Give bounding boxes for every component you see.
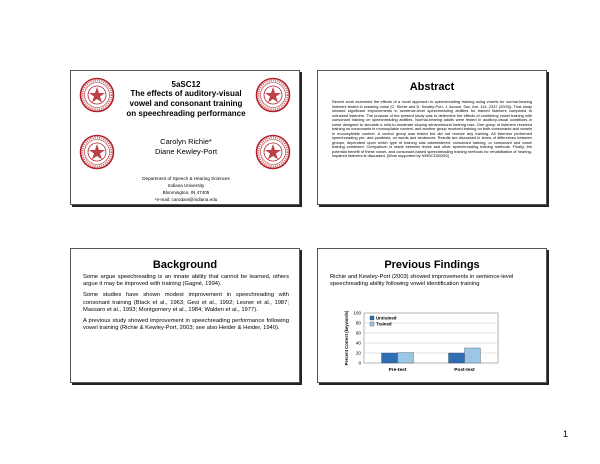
- findings-text: Richie and Kewley-Port (2003) showed improvements in sentence-level speechreading ability following vowel identification training: [330, 274, 514, 288]
- title-line: vowel and consonant training: [129, 99, 243, 108]
- abstract-text: Recent work examined the effects of a novel approach to speechreading training using vowels for normal-hearing listeners tested in masking noise (C. Richie and D. Kewley-Port, J. Acoust. Soc. Am. 114, 2337 (2003)). That study showed significant improvements in sentence-level speechreading abilities for trained listeners compared to untrained listeners. The purpose of the present study was to determine the effects of combining vowel training with consonant training on speechreading abilities. Normal-hearing adults were tested in auditory-visual conditions in noise designed to simulate a mild-to-moderate sloping sensorineural hearing loss. One group of listeners received training on consonants in monosyllable context, and another group received training on both consonants and vowels in monosyllable context. A control group was tested but did not receive any training. All listeners performed speechreading pre- and posttests, on words and sentences. Results are discussed in terms of differences between groups, dependent upon which type of training was administered: consonant training, or consonant and vowel training combined. Comparison is made between these and other speechreading training methods. Finally, the potential benefit of these vowel- and consonant-based speechreading training methods for rehabilitation of hearing-impaired listeners is discussed. [Work supported by NIHDCD00250]: [332, 99, 532, 158]
- x-tick-label: Pre-test: [388, 368, 407, 373]
- title-line: The effects of auditory-visual: [130, 89, 242, 98]
- affiliation-line: Indiana University: [167, 183, 205, 188]
- session-code: 5aSC12: [171, 80, 201, 89]
- page-number: 1: [563, 429, 569, 439]
- affiliation: [91, 175, 281, 203]
- slide-title: Abstract: [409, 81, 455, 93]
- university-seal: [255, 77, 291, 113]
- background-paragraph: Some argue speechreading is an innate ability that cannot be learned, others argue it may be improved with training (Gagné, 1994).: [83, 274, 289, 288]
- legend-label: Trained: [376, 321, 392, 327]
- university-seal: [79, 77, 115, 113]
- legend-swatch: [370, 322, 374, 326]
- x-tick-label: Post-test: [454, 368, 475, 373]
- affiliation-line: Bloomington, IN 47405: [162, 190, 210, 195]
- y-tick-label: 20: [355, 350, 361, 356]
- y-tick-label: 0: [358, 360, 361, 366]
- abstract-slide: [317, 70, 547, 205]
- bar-untrained: [382, 353, 398, 363]
- title-slide: [70, 70, 300, 205]
- bar-trained: [465, 348, 481, 363]
- legend-swatch: [370, 316, 374, 320]
- university-seal: [79, 134, 115, 170]
- background-paragraph: Some studies have shown modest improvement in speechreading with consonant training (Black et al., 1963; Gesi et al., 1992; Lesner et al., 1987; Massaro et al., 1993; Montgomery et al., 1984; Walden et al., 1977).: [83, 292, 289, 313]
- background-slide: [70, 248, 300, 383]
- y-tick-label: 40: [355, 340, 361, 346]
- title-line: on speechreading performance: [126, 109, 246, 118]
- presentation-title: [116, 89, 256, 119]
- background-paragraph: A previous study showed improvement in speechreading performance following vowel training (Richie & Kewley-Port, 2003; see also Heider & Heider, 1940).: [83, 318, 289, 332]
- y-tick-label: 80: [355, 320, 361, 326]
- y-tick-label: 100: [353, 310, 361, 316]
- bar-trained: [398, 353, 414, 364]
- findings-bar-chart: [342, 307, 502, 379]
- y-tick-label: 60: [355, 330, 361, 336]
- author-name: Carolyn Richie*: [160, 137, 212, 146]
- university-seal: [255, 134, 291, 170]
- background-text: [83, 274, 289, 336]
- affiliation-line: Department of Speech & Hearing Sciences: [142, 176, 230, 181]
- author-name: Diane Kewley-Port: [154, 147, 218, 156]
- previous-findings-slide: [317, 248, 547, 383]
- bar-untrained: [449, 353, 465, 363]
- legend-label: Untrained: [376, 315, 397, 321]
- slide-title: Background: [152, 259, 218, 271]
- y-axis-label: Percent Correct (keywords): [344, 310, 349, 366]
- slide-title: Previous Findings: [384, 259, 480, 271]
- contact-email: *e-mail: carodavi@indiana.edu: [154, 197, 218, 202]
